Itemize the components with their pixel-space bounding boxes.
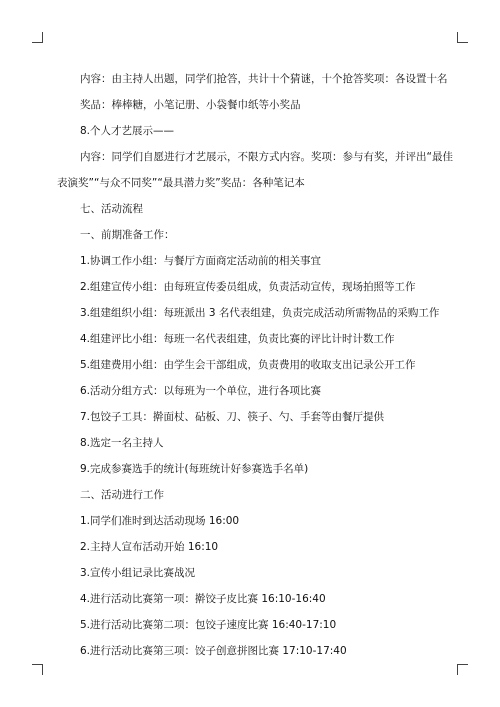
crop-mark-bottom-right (457, 664, 468, 675)
section-heading: 七、活动流程 (80, 203, 143, 215)
list-item: 2.主持人宣布活动开始 16:10 (80, 541, 219, 553)
list-item: 1.协调工作小组：与餐厅方面商定活动前的相关事宜 (80, 255, 322, 267)
crop-mark-bottom-left (32, 664, 43, 675)
subsection-heading: 二、活动进行工作 (80, 489, 164, 501)
list-item: 2.组建宣传小组：由每班宣传委员组成，负责活动宣传，现场拍照等工作 (80, 281, 416, 293)
paragraph-line: 奖品：棒棒糖，小笔记册、小袋餐巾纸等小奖品 (80, 99, 301, 111)
list-item: 3.组建组织小组：每班派出 3 名代表组建，负责完成活动所需物品的采购工作 (80, 307, 440, 319)
paragraph-line: 内容：由主持人出题，同学们抢答，共计十个猜谜，十个抢答奖项：各设置十名 (80, 73, 448, 85)
subsection-heading: 一、前期准备工作： (80, 229, 175, 241)
paragraph-line: 8.个人才艺展示—— (80, 125, 175, 137)
list-item: 6.活动分组方式：以每班为一个单位，进行各项比赛 (80, 385, 322, 397)
list-item: 6.进行活动比赛第三项：饺子创意拼图比赛 17:10-17:40 (80, 645, 347, 657)
list-item: 3.宣传小组记录比赛战况 (80, 567, 196, 579)
crop-mark-top-left (32, 32, 43, 43)
list-item: 5.进行活动比赛第二项：包饺子速度比赛 16:40-17:10 (80, 619, 337, 631)
crop-mark-top-right (457, 32, 468, 43)
list-item: 7.包饺子工具：擀面杖、砧板、刀、筷子、勺、手套等由餐厅提供 (80, 411, 385, 423)
list-item: 4.组建评比小组：每班一名代表组建，负责比赛的评比计时计数工作 (80, 333, 395, 345)
list-item: 4.进行活动比赛第一项：擀饺子皮比赛 16:10-16:40 (80, 593, 326, 605)
list-item: 8.选定一名主持人 (80, 437, 164, 449)
list-item: 5.组建费用小组：由学生会干部组成，负责费用的收取支出记录公开工作 (80, 359, 416, 371)
paragraph-line: 表演奖”“与众不同奖”“最具潜力奖”奖品：各种笔记本 (57, 177, 305, 189)
paragraph-line: 内容：同学们自愿进行才艺展示，不限方式内容。奖项：参与有奖，并评出“最佳 (80, 151, 453, 163)
list-item: 1.同学们准时到达活动现场 16:00 (80, 515, 240, 527)
list-item: 9.完成参赛选手的统计(每班统计好参赛选手名单) (80, 463, 309, 475)
